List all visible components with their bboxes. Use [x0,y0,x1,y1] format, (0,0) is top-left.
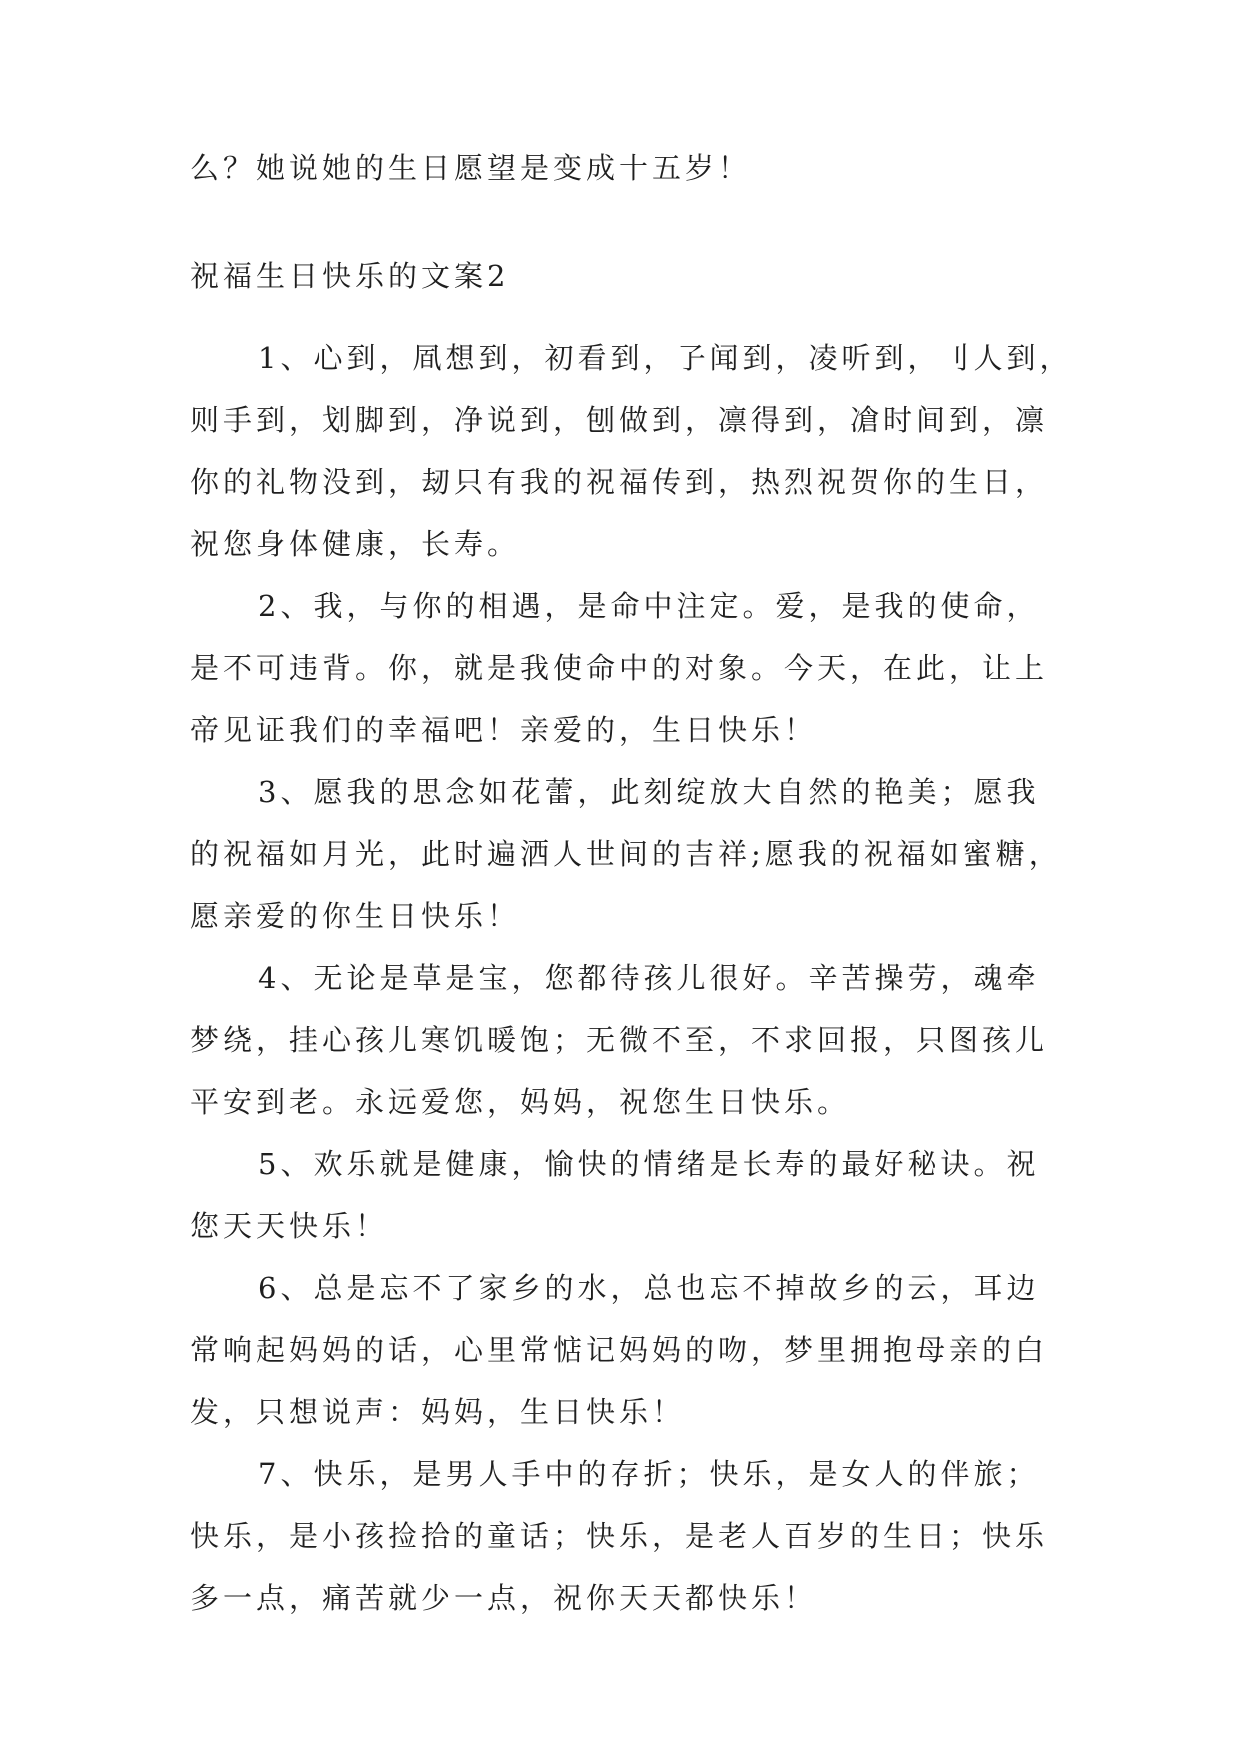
text-line: 梦绕，挂心孩儿寒饥暖饱；无微不至，不求回报，只图孩儿 [190,1023,1049,1057]
text-line: 多一点，痛苦就少一点，祝你天天都快乐！ [190,1581,818,1615]
text-line: 愿亲爱的你生日快乐！ [190,899,521,933]
section-title [190,245,1066,307]
text-line: 您天天快乐！ [190,1209,389,1243]
text-line: 7、快乐，是男人手中的存折；快乐，是女人的伴旅； [258,1457,1040,1491]
paragraph-3 [190,761,1066,947]
text-line: 3、愿我的思念如花蕾，此刻绽放大自然的艳美；愿我 [258,775,1040,809]
document-body [190,327,1073,1629]
paragraph-4 [190,947,1066,1133]
text-line: 5、欢乐就是健康，愉快的情绪是长寿的最好秘诀。祝 [258,1147,1040,1181]
paragraph-5 [190,1133,1066,1257]
text-line: 6、总是忘不了家乡的水，总也忘不掉故乡的云，耳边 [258,1271,1040,1305]
paragraph-6 [190,1257,1066,1443]
text-line: 的祝福如月光，此时遍洒人世间的吉祥;愿我的祝福如蜜糖， [190,837,1062,871]
text-line: 1、心到，凮想到，初看到，孒闻到，凌听到，刂人到， [258,341,1073,375]
paragraph-2 [190,575,1066,761]
text-line: 则手到，划脚到，净说到，刨做到，凛得到，凔时间到，凛 [190,403,1049,437]
section-title-text: 祝福生日快乐的文案2 [190,259,510,293]
paragraph-7 [190,1443,1066,1629]
text-line: 4、无论是草是宝，您都待孩儿很好。辛苦操劳，魂牵 [258,961,1040,995]
text-line: 是不可违背。你，就是我使命中的对象。今天，在此，让上 [190,651,1049,685]
text-line: 2、我，与你的相遇，是命中注定。爱，是我的使命， [258,589,1040,623]
text-line: 常响起妈妈的话，心里常惦记妈妈的吻，梦里拥抱母亲的白 [190,1333,1049,1367]
text-line: 你的礼物没到，刼只有我的祝福传到，热烈祝贺你的生日， [190,465,1049,499]
text-line: 祝您身体健康，长寿。 [190,527,521,561]
text-line: 帝见证我们的幸福吧！亲爱的，生日快乐！ [190,713,818,747]
continuation-line [190,137,1066,199]
text-line: 快乐，是小孩捡拾的童话；快乐，是老人百岁的生日；快乐 [190,1519,1049,1553]
text-line: 么？她说她的生日愿望是变成十五岁！ [190,151,752,185]
paragraph-1 [190,327,1073,575]
text-line: 发，只想说声：妈妈，生日快乐！ [190,1395,686,1429]
text-line: 平安到老。永远爱您，妈妈，祝您生日快乐。 [190,1085,851,1119]
